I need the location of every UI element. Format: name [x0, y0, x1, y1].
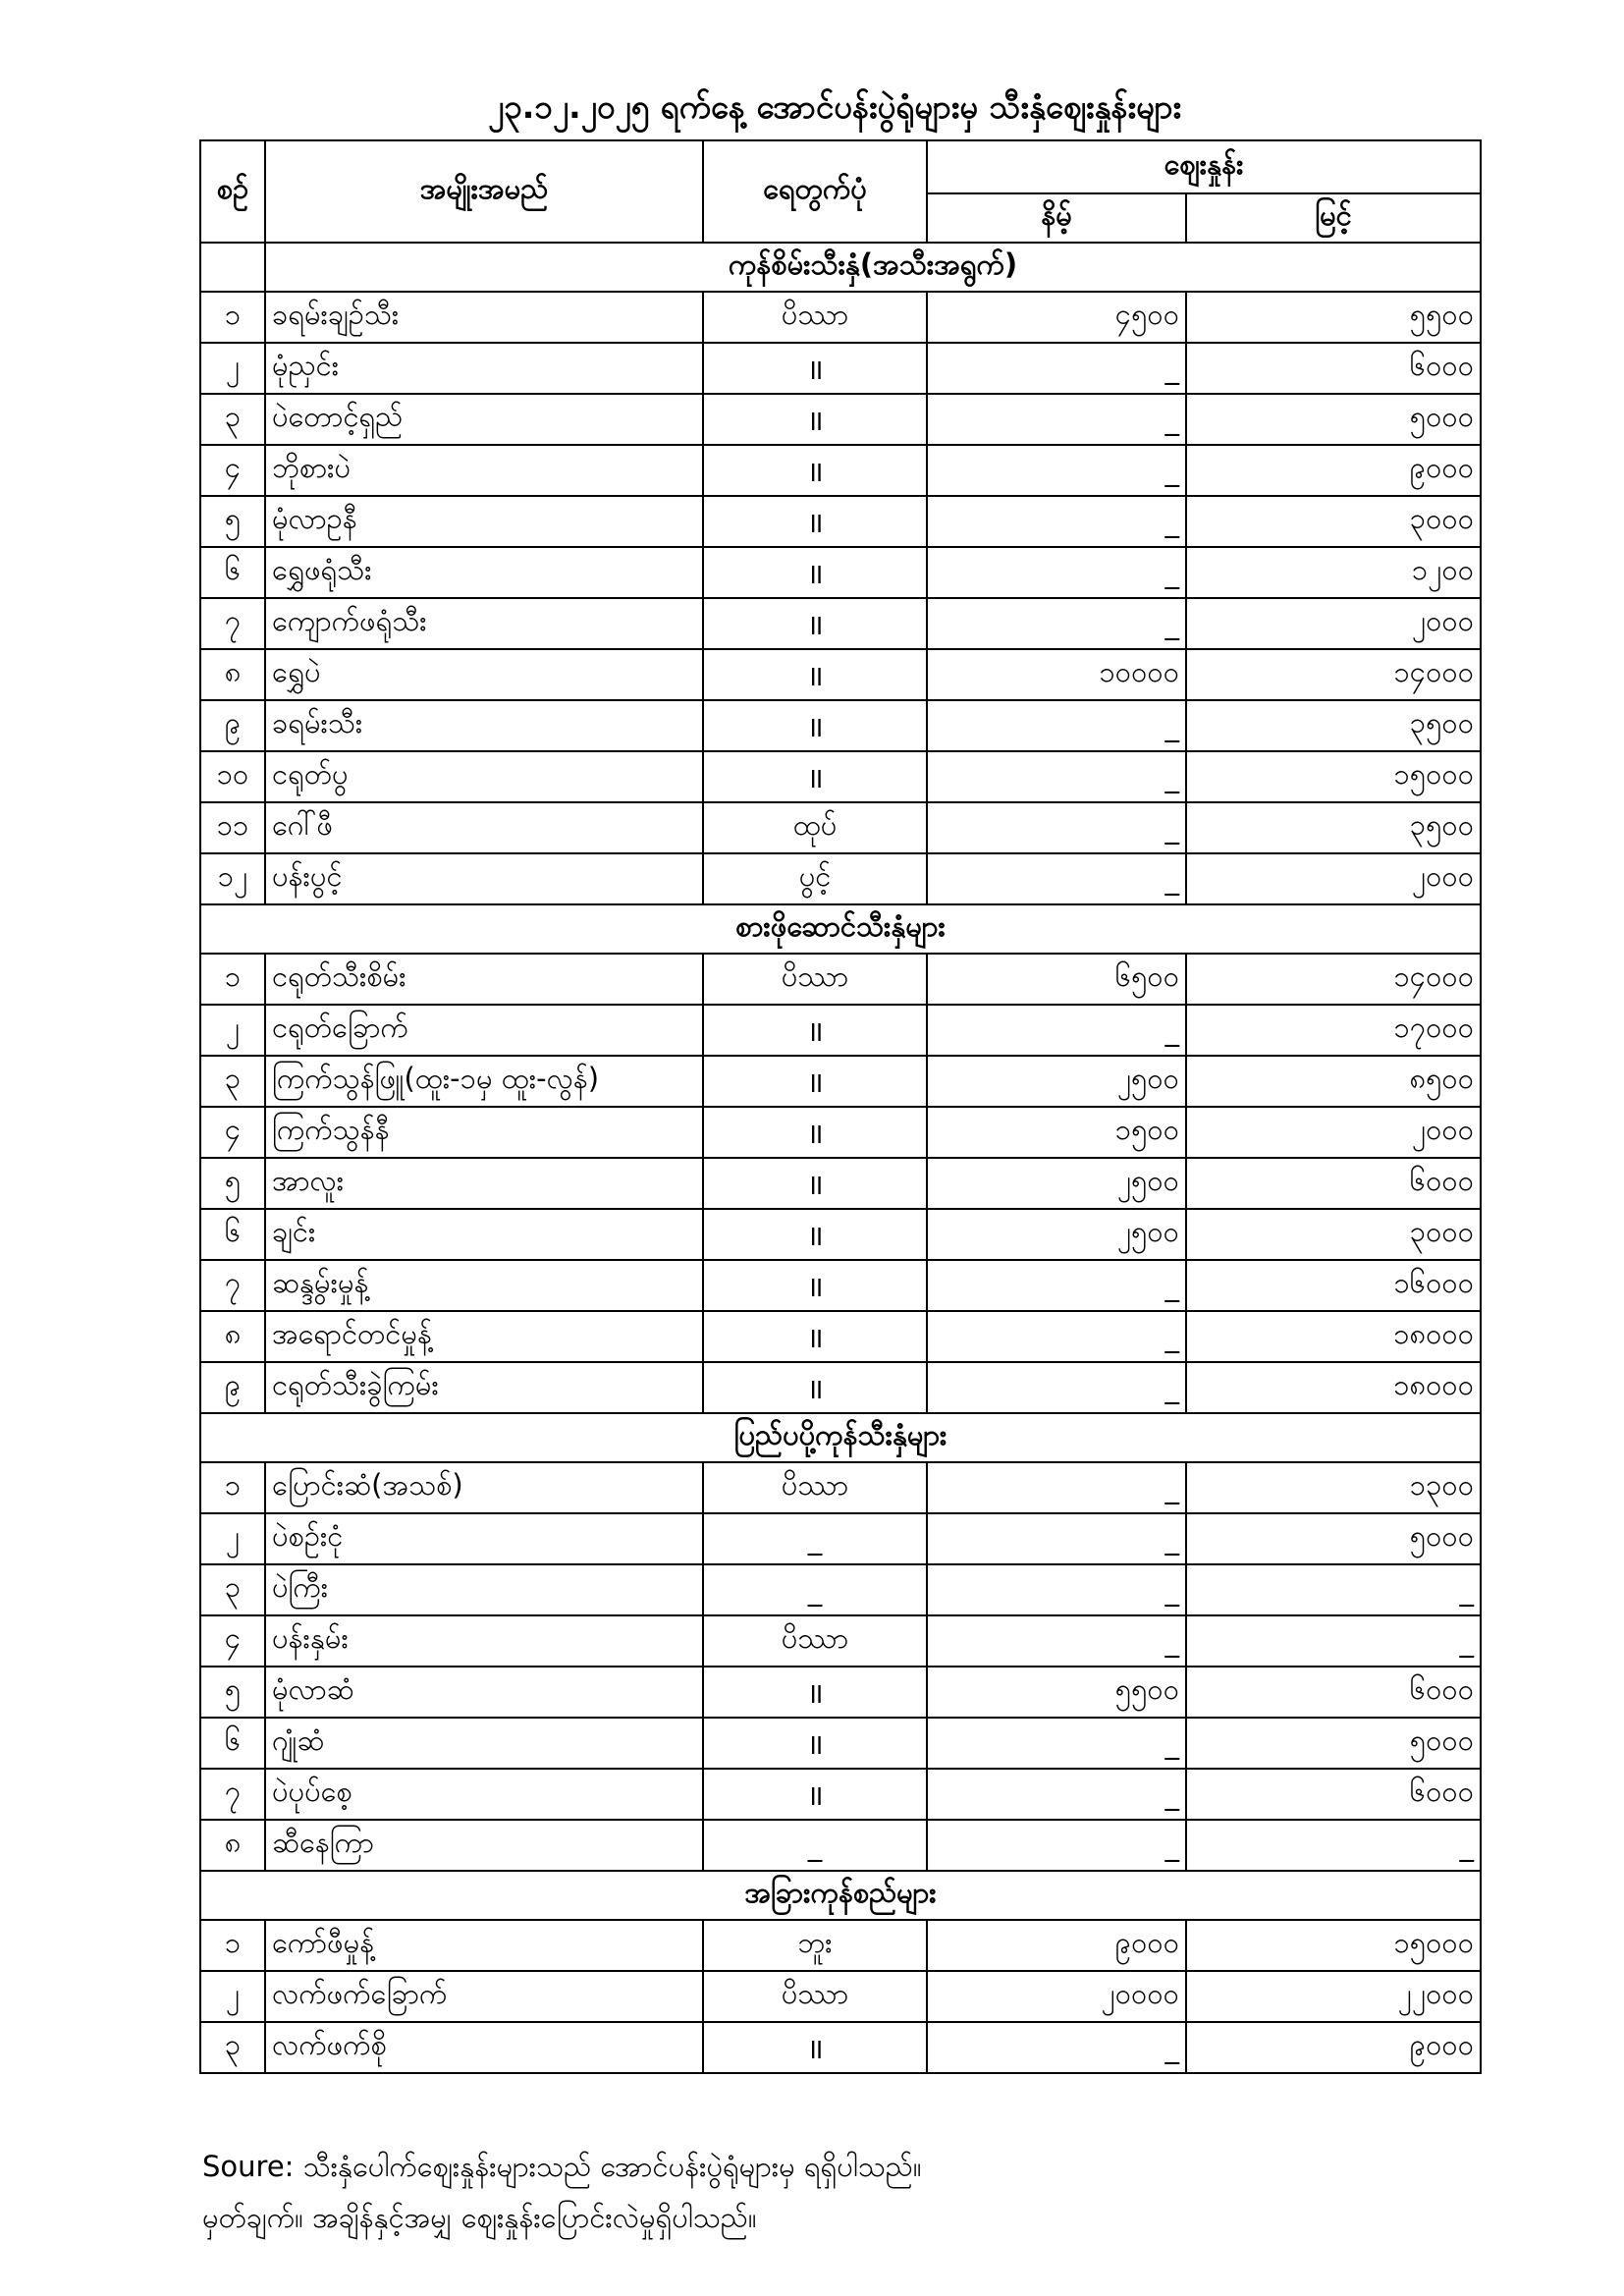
price-high: _: [1186, 1615, 1481, 1667]
item-name: လက်ဖက်စို: [265, 2022, 703, 2073]
price-high: ၆၀၀၀: [1186, 1158, 1481, 1209]
section-header-row: [200, 243, 1481, 292]
row-number: ၆: [200, 547, 265, 598]
item-unit: ॥: [703, 2022, 927, 2073]
price-low: _: [927, 1769, 1186, 1820]
price-high: ၃၀၀၀: [1186, 1209, 1481, 1260]
item-unit: ॥: [703, 1718, 927, 1769]
header-name: အမျိုးအမည်: [265, 140, 703, 243]
row-number: ၃: [200, 2022, 265, 2073]
item-name: ဆီနေကြာ: [265, 1820, 703, 1871]
price-high: ၈၅၀၀: [1186, 1056, 1481, 1107]
table-row: [200, 1971, 1481, 2022]
table-row: [200, 598, 1481, 649]
item-unit: ॥: [703, 1056, 927, 1107]
item-name: ပြောင်းဆံ(အသစ်): [265, 1462, 703, 1513]
header-high: မြင့်: [1186, 193, 1481, 243]
item-unit: ॥: [703, 1260, 927, 1311]
item-unit: ပိဿာ: [703, 954, 927, 1005]
price-high: ၉၀၀၀: [1186, 445, 1481, 496]
item-name: ပဲစဉ်းငုံ: [265, 1513, 703, 1564]
row-number: ၃: [200, 394, 265, 445]
item-name: ပန်းပွင့်: [265, 853, 703, 904]
row-number: ၆: [200, 1209, 265, 1260]
table-row: [200, 853, 1481, 904]
item-name: ပဲတောင့်ရှည်: [265, 394, 703, 445]
price-high: ၅၀၀၀: [1186, 1718, 1481, 1769]
price-high: ၂၀၀၀: [1186, 598, 1481, 649]
price-high: ၂၀၀၀: [1186, 1107, 1481, 1158]
price-high: ၁၅၀၀၀: [1186, 1920, 1481, 1971]
price-low: ၂၅၀၀: [927, 1056, 1186, 1107]
row-number: ၇: [200, 1260, 265, 1311]
table-row: [200, 1462, 1481, 1513]
table-row: [200, 700, 1481, 751]
price-low: _: [927, 1820, 1186, 1871]
item-name: ဂျုံဆံ: [265, 1718, 703, 1769]
item-unit: ॥: [703, 394, 927, 445]
section-header-row: [200, 904, 1481, 954]
price-high: ၁၈၀၀၀: [1186, 1311, 1481, 1362]
row-number: ၇: [200, 598, 265, 649]
item-name: ဂေါ်ဖီ: [265, 802, 703, 853]
table-row: [200, 445, 1481, 496]
item-name: မုံလာဆံ: [265, 1667, 703, 1718]
price-high: ၁၅၀၀၀: [1186, 751, 1481, 802]
section-header-row: [200, 1871, 1481, 1920]
table-row: [200, 802, 1481, 853]
price-low: _: [927, 1462, 1186, 1513]
item-unit: ထုပ်: [703, 802, 927, 853]
item-name: ပဲကြီး: [265, 1564, 703, 1615]
price-low: _: [927, 1362, 1186, 1413]
table-row: [200, 1564, 1481, 1615]
price-low: ၅၅၀၀: [927, 1667, 1186, 1718]
section-header-row: [200, 1413, 1481, 1462]
price-low: ၉၀၀၀: [927, 1920, 1186, 1971]
item-name: ပဲပုပ်စေ့: [265, 1769, 703, 1820]
item-unit: ॥: [703, 598, 927, 649]
table-row: [200, 1718, 1481, 1769]
item-unit: ပိဿာ: [703, 1971, 927, 2022]
price-high: ၉၀၀၀: [1186, 2022, 1481, 2073]
row-number: ၁: [200, 954, 265, 1005]
item-name: အရောင်တင်မှုန့်: [265, 1311, 703, 1362]
row-number: ၁၀: [200, 751, 265, 802]
row-number: ၂: [200, 343, 265, 394]
table-row: [200, 1820, 1481, 1871]
item-name: လက်ဖက်ခြောက်: [265, 1971, 703, 2022]
price-high: ၆၀၀၀: [1186, 1769, 1481, 1820]
item-name: ကြက်သွန်နီ: [265, 1107, 703, 1158]
price-table: [199, 139, 1482, 2074]
price-low: ၂၅၀၀: [927, 1158, 1186, 1209]
price-low: ၂၅၀၀: [927, 1209, 1186, 1260]
price-high: ၅၀၀၀: [1186, 394, 1481, 445]
item-unit: ॥: [703, 1209, 927, 1260]
item-unit: ॥: [703, 343, 927, 394]
price-low: _: [927, 547, 1186, 598]
row-number: ၁: [200, 1920, 265, 1971]
price-high: _: [1186, 1820, 1481, 1871]
table-row: [200, 1362, 1481, 1413]
row-number: ၂: [200, 1005, 265, 1056]
item-unit: ॥: [703, 1311, 927, 1362]
price-low: _: [927, 598, 1186, 649]
row-number: ၆: [200, 1718, 265, 1769]
section-title: စားဖိုဆောင်သီးနှံများ: [200, 904, 1481, 954]
row-number: ၅: [200, 496, 265, 547]
item-unit: ပွင့်: [703, 853, 927, 904]
item-unit: ॥: [703, 1769, 927, 1820]
item-name: ခရမ်းချဉ်သီး: [265, 292, 703, 343]
price-high: ၁၄၀၀၀: [1186, 954, 1481, 1005]
table-body: [200, 243, 1481, 2073]
item-name: ခရမ်းသီး: [265, 700, 703, 751]
price-high: _: [1186, 1564, 1481, 1615]
table-row: [200, 1260, 1481, 1311]
price-high: ၁၈၀၀၀: [1186, 1362, 1481, 1413]
page-title: ၂၃.၁၂.၂၀၂၅ ရက်နေ့ အောင်ပန်းပွဲရုံများမှ သီးနှံဈေးနှုန်းများ: [488, 87, 1181, 126]
price-low: _: [927, 2022, 1186, 2073]
price-low: _: [927, 1513, 1186, 1564]
table-row: [200, 1769, 1481, 1820]
price-low: _: [927, 1005, 1186, 1056]
table-row: [200, 1158, 1481, 1209]
item-name: ချင်း: [265, 1209, 703, 1260]
row-number: ၉: [200, 700, 265, 751]
row-number: ၅: [200, 1667, 265, 1718]
item-unit: ॥: [703, 649, 927, 700]
row-number: ၈: [200, 649, 265, 700]
item-name: ငရုတ်ပွ: [265, 751, 703, 802]
table-row: [200, 1513, 1481, 1564]
item-unit: ॥: [703, 1667, 927, 1718]
item-unit: ॥: [703, 1107, 927, 1158]
price-low: ၄၅၀၀: [927, 292, 1186, 343]
table-row: [200, 1311, 1481, 1362]
price-low: ၂၀၀၀၀: [927, 1971, 1186, 2022]
item-name: ရွှေဖရုံသီး: [265, 547, 703, 598]
price-low: _: [927, 496, 1186, 547]
row-number: ၄: [200, 445, 265, 496]
item-unit: ॥: [703, 1362, 927, 1413]
price-high: ၃၅၀၀: [1186, 700, 1481, 751]
price-high: ၁၂၀၀: [1186, 547, 1481, 598]
price-high: ၁၇၀၀၀: [1186, 1005, 1481, 1056]
row-number: ၁: [200, 1462, 265, 1513]
item-unit: _: [703, 1513, 927, 1564]
price-low: _: [927, 853, 1186, 904]
row-number: ၃: [200, 1564, 265, 1615]
table-row: [200, 2022, 1481, 2073]
table-row: [200, 1615, 1481, 1667]
price-high: ၅၅၀၀: [1186, 292, 1481, 343]
price-low: _: [927, 445, 1186, 496]
section-title: ပြည်ပပို့ကုန်သီးနှံများ: [200, 1413, 1481, 1462]
price-low: _: [927, 394, 1186, 445]
row-number: ၄: [200, 1615, 265, 1667]
table-row: [200, 1920, 1481, 1971]
price-low: _: [927, 751, 1186, 802]
item-unit: ॥: [703, 1158, 927, 1209]
price-high: ၁၆၀၀၀: [1186, 1260, 1481, 1311]
item-unit: ॥: [703, 1005, 927, 1056]
table-row: [200, 1056, 1481, 1107]
item-unit: ॥: [703, 496, 927, 547]
item-name: ငရုတ်ခြောက်: [265, 1005, 703, 1056]
item-name: ငရုတ်သီးခွဲကြမ်း: [265, 1362, 703, 1413]
item-unit: _: [703, 1820, 927, 1871]
price-low: _: [927, 1311, 1186, 1362]
item-unit: _: [703, 1564, 927, 1615]
price-low: _: [927, 802, 1186, 853]
price-high: ၁၄၀၀၀: [1186, 649, 1481, 700]
row-number: ၂: [200, 1513, 265, 1564]
item-name: ရွှေပဲ: [265, 649, 703, 700]
price-low: _: [927, 1718, 1186, 1769]
price-high: ၆၀၀၀: [1186, 1667, 1481, 1718]
item-name: မုံညှင်း: [265, 343, 703, 394]
row-number: ၅: [200, 1158, 265, 1209]
item-name: ပန်းနှမ်း: [265, 1615, 703, 1667]
table-row: [200, 954, 1481, 1005]
price-low: ၁၀၀၀၀: [927, 649, 1186, 700]
price-low: ၁၅၀၀: [927, 1107, 1186, 1158]
row-number: ၁၂: [200, 853, 265, 904]
header-low: နိမ့်: [927, 193, 1186, 243]
section-title: အခြားကုန်စည်များ: [200, 1871, 1481, 1920]
item-unit: ॥: [703, 751, 927, 802]
table-row: [200, 292, 1481, 343]
item-name: ငရုတ်သီးစိမ်း: [265, 954, 703, 1005]
row-number: ၇: [200, 1769, 265, 1820]
item-unit: ॥: [703, 700, 927, 751]
price-low: _: [927, 700, 1186, 751]
table-row: [200, 1667, 1481, 1718]
item-name: မုံလာဥနီ: [265, 496, 703, 547]
table-row: [200, 1209, 1481, 1260]
section-title: ကုန်စိမ်းသီးနှံ(အသီးအရွက်): [265, 243, 1481, 292]
table-row: [200, 394, 1481, 445]
row-number: ၁: [200, 292, 265, 343]
table-row: [200, 1005, 1481, 1056]
price-high: ၂၂၀၀၀: [1186, 1971, 1481, 2022]
price-high: ၁၃၀၀: [1186, 1462, 1481, 1513]
header-unit: ရေတွက်ပုံ: [703, 140, 927, 243]
price-high: ၂၀၀၀: [1186, 853, 1481, 904]
item-name: ဘိုစားပဲ: [265, 445, 703, 496]
header-price: ဈေးနှုန်း: [927, 140, 1481, 193]
price-high: ၃၅၀၀: [1186, 802, 1481, 853]
row-number: ၈: [200, 1311, 265, 1362]
price-high: ၃၀၀၀: [1186, 496, 1481, 547]
item-name: ကျောက်ဖရုံသီး: [265, 598, 703, 649]
table-row: [200, 649, 1481, 700]
row-number: ၈: [200, 1820, 265, 1871]
section-blank-cell: [200, 243, 265, 292]
source-note: Soure: သီးနှံပေါက်ဈေးနှုန်းများသည် အောင်ပန်းပွဲရုံများမှ ရရှိပါသည်။: [202, 2150, 922, 2183]
price-high: ၆၀၀၀: [1186, 343, 1481, 394]
table-row: [200, 1107, 1481, 1158]
item-unit: ဘူး: [703, 1920, 927, 1971]
price-low: ၆၅၀၀: [927, 954, 1186, 1005]
header-no: စဉ်: [200, 140, 265, 243]
row-number: ၄: [200, 1107, 265, 1158]
price-high: ၅၀၀၀: [1186, 1513, 1481, 1564]
item-unit: ॥: [703, 445, 927, 496]
item-unit: ပိဿာ: [703, 292, 927, 343]
item-unit: ॥: [703, 547, 927, 598]
item-name: ကြက်သွန်ဖြူ(ထူး-၁မှ ထူး-လွန်): [265, 1056, 703, 1107]
price-low: _: [927, 1260, 1186, 1311]
item-name: အာလူး: [265, 1158, 703, 1209]
row-number: ၉: [200, 1362, 265, 1413]
item-name: ဆန္ဒွမ်းမှုန့်: [265, 1260, 703, 1311]
table-row: [200, 343, 1481, 394]
remark-note: မှတ်ချက်။ အချိန်နှင့်အမျှ ဈေးနှုန်းပြောင်းလဲမှုရှိပါသည်။: [202, 2201, 757, 2234]
item-unit: ပိဿာ: [703, 1615, 927, 1667]
table-row: [200, 496, 1481, 547]
table-row: [200, 751, 1481, 802]
table-row: [200, 547, 1481, 598]
item-name: ကော်ဖီမှုန့်: [265, 1920, 703, 1971]
price-low: _: [927, 1564, 1186, 1615]
price-low: _: [927, 343, 1186, 394]
row-number: ၂: [200, 1971, 265, 2022]
row-number: ၁၁: [200, 802, 265, 853]
price-low: _: [927, 1615, 1186, 1667]
row-number: ၃: [200, 1056, 265, 1107]
item-unit: ပိဿာ: [703, 1462, 927, 1513]
